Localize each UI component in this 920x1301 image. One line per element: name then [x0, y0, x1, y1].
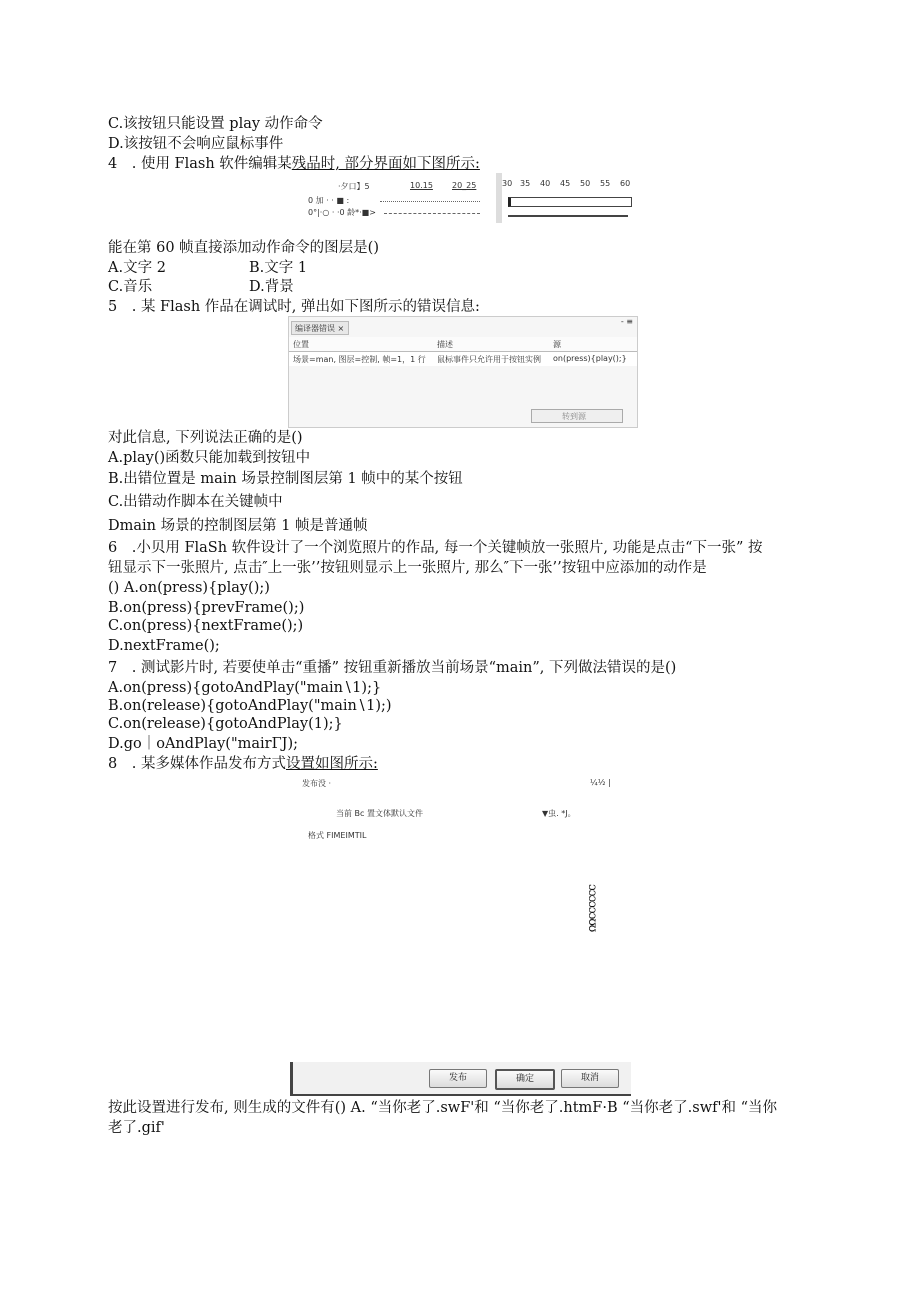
- timeline-layer-bar-1: [508, 197, 632, 207]
- timeline-row-1: 0 加 · · ■ :: [308, 196, 350, 205]
- timeline-tick-35: 35: [520, 179, 531, 188]
- col-description-header: 描述: [437, 340, 453, 349]
- q5-stem: 5 . 某 Flash 作品在调试时, 弹出如下图所示的错误信息:: [108, 299, 480, 315]
- compiler-error-row[interactable]: [289, 352, 637, 366]
- col-source-header: 源: [553, 340, 561, 349]
- q4-option-a: A.文字 2: [108, 260, 166, 276]
- q4-option-d: D.背景: [249, 279, 294, 295]
- timeline-tick-60: 60: [620, 179, 631, 188]
- timeline-tick-45: 45: [560, 179, 571, 188]
- q5-option-b: B.出错位置是 main 场景控制图层第 1 帧中的某个按钮: [108, 471, 463, 487]
- row-description: 鼠标事件只允许用于按钮实例: [437, 355, 541, 364]
- publish-button-bar: [290, 1062, 631, 1096]
- q8-stem-b: 设置如图所示:: [285, 756, 378, 772]
- publish-header-left: 发布没 ·: [302, 779, 332, 788]
- q6-option-a: () A.on(press){play();): [108, 580, 270, 596]
- q7-option-b: B.on(release){gotoAndPlay("main∖1);): [108, 698, 392, 714]
- row-location: 场景=man, 图层=控制, 帧=1，1 行: [293, 355, 426, 364]
- q6-option-d: D.nextFrame();: [108, 638, 220, 654]
- q6-stem-line1: 6 .小贝用 FlaSh 软件设计了一个浏览照片的作品, 每一个关键帧放一张照片, 功能是点击“下一张” 按: [108, 540, 763, 556]
- q5-option-d: Dmain 场景的控制图层第 1 帧是普通帧: [108, 518, 368, 534]
- timeline-layer-bar-2: [508, 211, 628, 217]
- timeline-tick-50: 50: [580, 179, 591, 188]
- q6-stem-line2: 钮显示下一张照片, 点击″上一张’’按钮则显示上一张照片, 那么″下一张’’按钮中应添加的动作是: [108, 560, 707, 576]
- q7-stem: 7 . 测试影片时, 若要使单击“重播” 按钮重新播放当前场景“main”, 下列做法错误的是(): [108, 660, 677, 676]
- compiler-error-tab-title: 编译器错误 ×: [295, 324, 345, 333]
- timeline-row-1-dots: [380, 201, 480, 202]
- q5-question: 对此信息, 下列说法正确的是(): [108, 430, 303, 446]
- timeline-row-2: 0°|·○ · ·0 龄*·■>: [308, 208, 376, 217]
- compiler-error-tab: [291, 321, 349, 335]
- panel-controls: - ≡: [620, 317, 633, 326]
- compiler-error-panel: [288, 316, 638, 428]
- q4-stem-a: 4 . 使用 Flash 软件编辑某: [108, 156, 292, 172]
- publish-button[interactable]: 发布: [429, 1069, 487, 1088]
- timeline-tick-30: 30: [502, 179, 513, 188]
- q4-stem-b: 残品时, 部分界面如下图所示:: [291, 156, 480, 172]
- publish-settings-dialog: [290, 772, 630, 1096]
- goto-source-label: 转到源: [562, 412, 586, 421]
- q4-option-b: B.文字 1: [249, 260, 308, 276]
- q7-option-c: C.on(release){gotoAndPlay(1);}: [108, 716, 343, 732]
- q4-question: 能在第 60 帧直接添加动作命令的图层是(): [108, 240, 379, 256]
- col-location-header: 位置: [293, 340, 309, 349]
- q6-option-b: B.on(press){prevFrame();): [108, 600, 305, 616]
- timeline-figure: [288, 173, 636, 223]
- timeline-ruler-label: ·夕口】5: [338, 182, 370, 191]
- q8-answer-line1: 按此设置进行发布, 则生成的文件有() A. “当你老了.swF'和 “当你老了.htmF·B “当你老了.swf'和 “当你: [108, 1100, 777, 1116]
- q7-option-a: A.on(press){gotoAndPlay("main∖1);}: [108, 680, 382, 696]
- goto-source-button[interactable]: [531, 409, 623, 423]
- q5-option-a: A.play()函数只能加载到按钮中: [108, 450, 311, 466]
- publish-profile-label: 当前 Bc 置文体默认文件: [336, 809, 423, 818]
- timeline-mark-10-15: 10.15: [410, 181, 433, 190]
- ok-button[interactable]: 确定: [495, 1069, 555, 1090]
- timeline-row-2-dashes: [384, 213, 480, 214]
- timeline-tick-40: 40: [540, 179, 551, 188]
- q5-option-c: C.出错动作脚本在关键帧中: [108, 494, 283, 510]
- publish-header-right: ¼½ |: [590, 778, 611, 787]
- q6-option-c: C.on(press){nextFrame();): [108, 618, 304, 634]
- timeline-tick-55: 55: [600, 179, 611, 188]
- cancel-button[interactable]: 取消: [561, 1069, 619, 1088]
- q4-stem: [108, 154, 480, 174]
- publish-profile-dropdown[interactable]: ▼虫. *J。: [542, 809, 576, 818]
- q8-stem: [108, 754, 378, 774]
- publish-format-label: 格式 FIMΕIMTIL: [308, 831, 367, 840]
- compiler-error-header: [289, 337, 637, 352]
- q7-option-d: D.go｜oAndPlay("mairΓJ);: [108, 736, 298, 752]
- publish-vertical-checkmarks: ɔɔɔɔɔɔʊʊ: [586, 884, 600, 932]
- timeline-right-panel: [502, 177, 634, 221]
- row-source: on(press){play();}: [553, 354, 627, 363]
- q8-answer-line2: 老了.gif': [108, 1120, 165, 1136]
- q3-option-d: D.该按钮不会响应鼠标事件: [108, 136, 284, 152]
- q4-option-c: C.音乐: [108, 279, 153, 295]
- q8-stem-a: 8 . 某多媒体作品发布方式: [108, 756, 286, 772]
- q3-option-c: C.该按钮只能设置 play 动作命令: [108, 116, 323, 132]
- timeline-mark-20-25: 20_25: [452, 181, 477, 190]
